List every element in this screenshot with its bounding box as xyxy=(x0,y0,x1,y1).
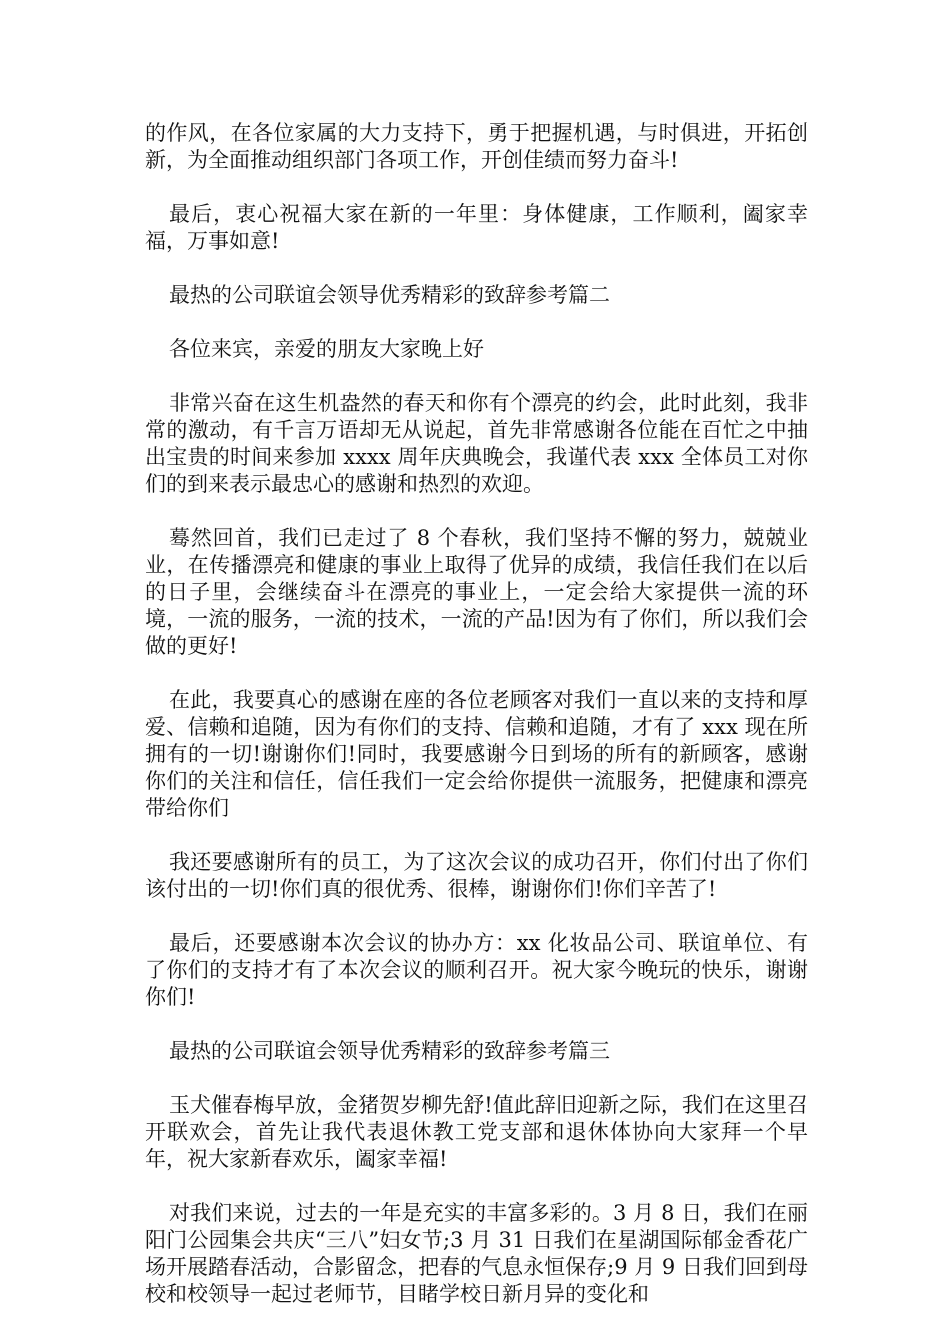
paragraph-thanks-cohost: 最后，还要感谢本次会议的协办方：xx 化妆品公司、联谊单位、有了你们的支持才有了本次会议的顺利召开。祝大家今晚玩的快乐，谢谢你们! xyxy=(145,931,808,1009)
paragraph-retrospect: 蓦然回首，我们已走过了 8 个春秋，我们坚持不懈的努力，兢兢业业，在传播漂亮和健康的事业上取得了优异的成绩，我信任我们在以后的日子里，会继续奋斗在漂亮的事业上，一定会给大家提供一流的环境，一流的服务，一流的技术，一流的产品!因为有了你们，所以我们会做的更好! xyxy=(145,526,808,658)
section-heading-part-three: 最热的公司联谊会领导优秀精彩的致辞参考篇三 xyxy=(169,1039,610,1063)
paragraph-closing-fragment: 的作风，在各位家属的大力支持下，勇于把握机遇，与时俱进，开拓创新，为全面推动组织部门各项工作，开创佳绩而努力奋斗! xyxy=(145,121,808,172)
document-page xyxy=(145,120,808,1335)
paragraph-final-wishes: 最后，衷心祝福大家在新的一年里：身体健康，工作顺利，阖家幸福，万事如意! xyxy=(145,202,808,253)
paragraph-welcome: 非常兴奋在这生机盎然的春天和你有个漂亮的约会，此时此刻，我非常的激动，有千言万语却无从说起，首先非常感谢各位能在百忙之中抽出宝贵的时间来参加 xxxx 周年庆典晚会，我谨代表 xxx 全体员工对你们的到来表示最忠心的感谢和热烈的欢迎。 xyxy=(145,391,808,496)
paragraph-thanks-customers: 在此，我要真心的感谢在座的各位老顾客对我们一直以来的支持和厚爱、信赖和追随，因为有你们的支持、信赖和追随，才有了 xxx 现在所拥有的一切!谢谢你们!同时，我要感谢今日到场的所有的新顾客，感谢你们的关注和信任，信任我们一定会给你提供一流服务，把健康和漂亮带给你们 xyxy=(145,688,808,820)
section-heading-part-two: 最热的公司联谊会领导优秀精彩的致辞参考篇二 xyxy=(169,283,610,307)
paragraph-new-year: 玉犬催春梅早放，金猪贺岁柳先舒!值此辞旧迎新之际，我们在这里召开联欢会，首先让我代表退休教工党支部和退休体协向大家拜一个早年，祝大家新春欢乐，阖家幸福! xyxy=(145,1093,808,1171)
paragraph-greeting: 各位来宾，亲爱的朋友大家晚上好 xyxy=(169,337,484,361)
paragraph-year-review: 对我们来说，过去的一年是充实的丰富多彩的。3 月 8 日，我们在丽阳门公园集会共庆“三八”妇女节;3 月 31 日我们在星湖国际郁金香花广场开展踏春活动，合影留念，把春的气息永恒保存;9 月 9 日我们回到母校和校领导一起过老师节，目睹学校日新月异的变化和 xyxy=(145,1201,808,1306)
paragraph-thanks-staff: 我还要感谢所有的员工，为了这次会议的成功召开，你们付出了你们该付出的一切!你们真的很优秀、很棒，谢谢你们!你们辛苦了! xyxy=(145,850,808,901)
